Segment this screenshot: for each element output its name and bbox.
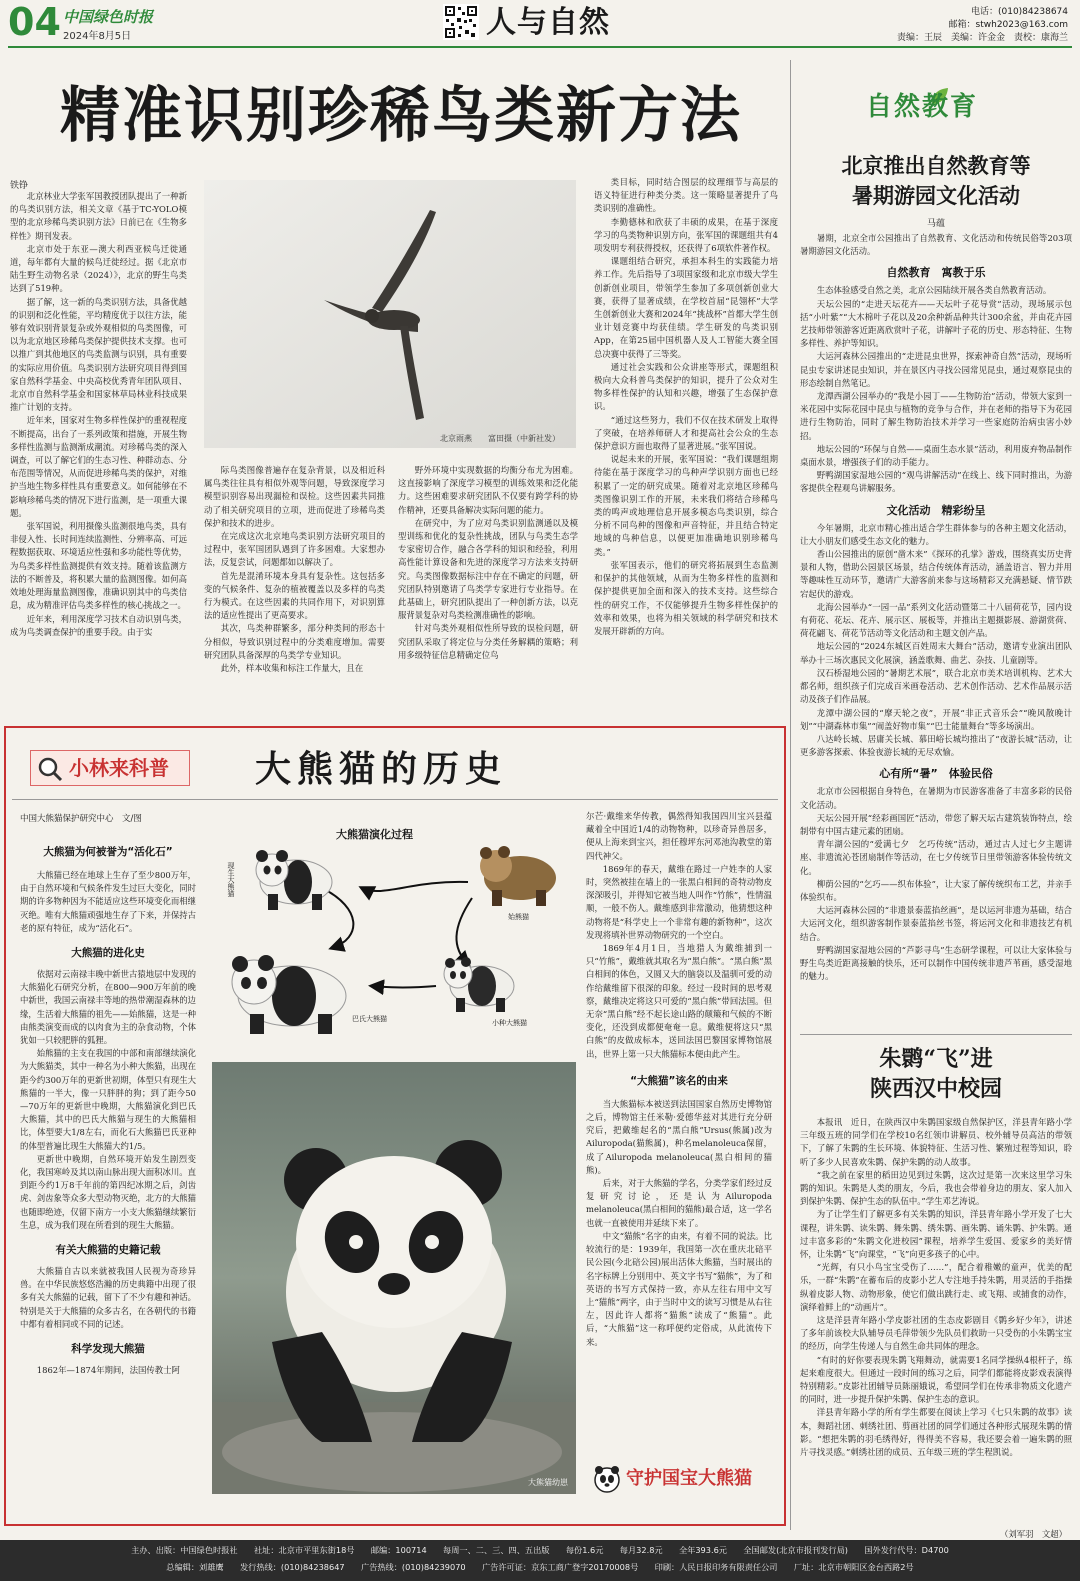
right-headline-line2: 暑期游园文化活动: [852, 183, 1020, 208]
right-paragraph: 龙潭西湖公园举办的“我是小园丁——生物防治”活动，带领大家到一米花园中实际花园中昆虫与植物的竞争与合作，并在老师的指导下为花园进行生物防治，同时了解生物防治技术并学习一些家庭防治病虫害小妙招。: [800, 391, 1072, 441]
lead-paragraph: 近年来，利用深度学习技术自动识别鸟类，成为鸟类调查保护的重要手段。由于实: [10, 613, 187, 637]
guard-panda-badge: [592, 1462, 772, 1498]
right-paragraph: 八达岭长城、居庸关长城、慕田峪长城均推出了“夜游长城”活动，让更多游客探索、体验夜游长城的无尽欢愉。: [800, 733, 1072, 758]
panda-paragraph: 中文“猫熊”名字的由来，有着不同的说法。比较流行的是：1939年，我国第一次在重庆北碚平民公园(今北碚公园)展出活体大熊猫，当时展出的名字标牌上分别用中、英文字书写“猫熊”，为了和英语的书写方式保持一致，亦从左往右用中文写上“猫熊”两字，由于当时中文的读写习惯是从右往左，因此许人都将“猫熊”读成了“熊猫”。此后，“大熊猫”这一称呼便约定俗成，从此流传下来。: [586, 1230, 772, 1347]
panda-text-block: [586, 810, 772, 1061]
panda-cub-photo: [212, 1062, 576, 1494]
lead-column-3: [398, 464, 578, 712]
lead-column-4: [594, 176, 778, 712]
right-paragraph: 地坛公园的“2024东城区百姓周末大舞台”活动，邀请专业演出团队举办十三场次惠民文化展演，涵盖歌舞、曲艺、杂技、儿童剧等。: [800, 641, 1072, 665]
evolution-diagram: [212, 818, 576, 1054]
panda-ancestor-icon: [474, 838, 564, 910]
right-paragraph: 今年暑期，北京市精心推出适合学生群体参与的各种主题文化活动，让大小朋友们感受生态文化的魅力。: [800, 522, 1072, 546]
lead-paragraph: 此外，样本收集和标注工作量大，且在: [220, 663, 364, 674]
right-headline-line1: 北京推出自然教育等: [841, 153, 1031, 178]
footer: [0, 1540, 1080, 1581]
panda-text-block: [20, 1265, 196, 1331]
right-paragraph: “有时的好你要表现朱鹮飞翔舞动，就需要1名同学操纵4根杆子，练起来难度很大。但通过一段时间的练习之后，同学们都能将皮影戏表演得特别精彩。”皮影社团辅导员陈丽娥说，希望同学们在传承非物质文化遗产的同时，进一步提升保护朱鹮、保护生态的意识。: [800, 1354, 1072, 1405]
guard-panda-badge-text: 守护国宝大熊猫: [626, 1468, 752, 1489]
panda-text-block: [20, 968, 196, 1232]
panda-modern-icon: [250, 842, 340, 914]
right-paragraph: 汉石桥湿地公园的“暑期艺术展”，联合北京市美术培训机构、艺术大都名师，组织孩子们完成百米画卷活动、艺术创作活动、艺术作品展示活动及孩子们作品展。: [800, 667, 1072, 705]
right-paragraph: “我之前在家里的稻田边见到过朱鹮，这次过是第一次来这里学习朱鹮的知识。朱鹮是人类的朋友，今后，我也会带着身边的朋友、家人加入到保护朱鹮、保护生态的队伍中。”学生邓艺涛说。: [800, 1169, 1072, 1207]
panda-text-block: [20, 1364, 196, 1377]
contact-phone: 电话：(010)84238674: [970, 7, 1068, 17]
right-paragraph: 龙潭中湖公园的“摩天轮之夜”，开展“非正式音乐会”“晚风散晚计划”“中湖森林市集”“闹盖好物市集”“巴士能量舞台”等多场演出。: [800, 707, 1072, 731]
column-logo-text: 小林来科普: [69, 756, 169, 780]
right-text-block: [800, 1116, 1072, 1459]
panda-subhead: 科学发现大熊猫: [71, 1343, 145, 1356]
right-paragraph: 大运河森林公园推出的“走进昆虫世界，探索神奇自然”活动，现场听昆虫专家讲述昆虫知识，并在景区内寻找公园常见昆虫，通过观察昆虫的形态绘制自然笔记。: [800, 351, 1072, 388]
panda-text-block: [586, 1098, 772, 1349]
editor-credits: 责编：王辰 美编：许金金 责校：康海兰: [896, 33, 1068, 43]
lead-paragraph: 李勤德林和欣获了丰硕的成果，在基于深度学习的鸟类物种识别方向，张军国的课题组共有4项发明专利获得授权，还获得了6项软件著作权。: [594, 216, 778, 254]
right-paragraph: 洋县青年路小学的所有学生都要在阅读上学习《七只朱鹮的故事》读本，舞蹈社团、刺绣社团、剪画社团的同学们通过各种形式展现朱鹮的情影。“想把朱鹮的羽毛绣得好，得得美不容易，我还要会着一遍朱鹮的照片寻找灵感。”刺绣社团的成员、五年级三班的学生程凯说。: [800, 1407, 1072, 1458]
evolution-diagram-title: 大熊猫演化过程: [336, 828, 413, 841]
right-subhead: 自然教育 寓教于乐: [886, 266, 986, 280]
footer-contacts-line: 总编辑：刘雄鹰 发行热线：(010)84238647 广告热线：(010)84239070 广告许可证：京东工商广登字20170008号 印刷：人民日报印务有限责任公司 厂址：北京市朝阳区金台西路2号: [166, 1562, 914, 1572]
panda-subhead: 有关大熊猫的史籍记载: [55, 1244, 161, 1257]
panda-paragraph: 1869年的春天，戴维在路过一户姓李的人家时，突然被挂在墙上的一张黑白相间的奇特动物皮深深吸引，并得知它被当地人叫作“竹熊”，性情温顺，一般不伤人。戴维感到非常激动，他猜想这种动物将是“科学史上一个非常有趣的新物种”，这次发现将填补世界动物研究的一个空白。: [586, 863, 772, 940]
right-article-body: [800, 232, 1072, 1030]
column-logo: [30, 750, 190, 786]
right-paragraph: 北海公园举办“一园一品”系列文化活动暨第二十八届荷花节，园内设有荷花、花坛、花卉、展示区、展板等，并推出主题摄影展、游湖赏荷、荷花翩飞、荷花节活动等文化活动和主题文创产品。: [800, 601, 1072, 639]
right-paragraph: 暑期，北京全市公园推出了自然教育、文化活动和传统民俗等203项暑期游园文化活动。: [800, 233, 1072, 257]
panda-paragraph: 当大熊猫标本被送到法国国家自然历史博物馆之后，博物馆主任米勒·爱德华兹对其进行充分研究后，把戴维起名的“黑白熊”Ursus(熊属)改为Ailuropoda(猫熊属)，种名melanoleuca保留，成了Ailuropoda melanoleuca(黑白相间的猫熊)。: [586, 1098, 772, 1175]
panda-paragraph: 依据对云南禄丰晚中新世古猿地层中发现的大熊猫化石研究分析，在800—900万年前的晚中新世，我国云南禄丰等地的热带潮湿森林的边缘，生活着大熊猫的祖先——始熊猫，这是一种由熊类演变而成的以肉食为主的杂食动物，个体犹如一只较肥胖的狐狸。: [20, 969, 196, 1046]
footer-publisher-line: 主办、出版：中国绿色时报社 社址：北京市平里东街18号 邮编：100714 每周一、二、三、四、五出版 每份1.6元 每月32.8元 全年393.6元 全国邮发(北京市报刊发行局) 国外发行代号：D4700: [131, 1545, 949, 1555]
right-paragraph: 北京市公园根据自身特色，在暑期为市民游客准备了丰富多彩的民俗文化活动。: [800, 786, 1072, 810]
right-subhead: 文化活动 精彩纷呈: [886, 503, 986, 517]
lead-paragraph: 据了解，这一新的鸟类识别方法，具备优越的识别和泛化性能，平均精度优于以往方法，能够有效识别背景复杂或外观相似的鸟类图像，可以为北京地区珍稀鸟类保护提供技术支撑。也可以推广到其他地区的鸟类监测与识别，具有重要的实际应用价值。鸟类识别方法研究项目得到国家自然科学基金、中央高校优秀青年团队项目、北京市自然科学基金和国家林草局林业科技成果推广计划的支持。: [10, 296, 187, 413]
lead-paragraph: 野外环境中实现数据的均衡分布尤为困难。这直接影响了深度学习模型的训练效果和泛化能力。这些困难要求研究团队不仅要有跨学科的协作精神，还要具备解决实际问题的能力。: [398, 465, 578, 515]
crested-ibis-headline-line1: 朱鹮“飞”进: [879, 1046, 993, 1072]
right-paragraph: 野鸭湖国家湿地公园的“观鸟讲解活动”在线上、线下同时推出，为游客提供全程观鸟讲解服务。: [800, 470, 1072, 494]
right-paragraph: 地坛公园的“环保与自然——桌面生态水景”活动，利用废弃物品制作桌面水景，增强孩子们的动手能力。: [800, 443, 1072, 468]
label-modern-panda: 现生大熊猫: [227, 862, 235, 897]
lead-paragraph: 近年来，国家对生物多样性保护的重视程度不断提高，出台了一系列政策和措施，开展生物多样性监测与监测渐成潮流。对珍稀鸟类的深入调查，可以了解它们的生态习性、种群动态、分布范围等情况，从而促进珍稀鸟类的保护，对维护当地生物多样性具有重要意义。如何能够在不影响珍稀鸟类的情况下进行监测，是一项重大课题。: [10, 415, 187, 518]
right-text-block: [800, 232, 1072, 258]
masthead: [0, 0, 1080, 46]
panda-subhead: “大熊猫”该名的由来: [630, 1074, 728, 1087]
panda-badge-icon: [592, 1464, 622, 1494]
right-paragraph: 柳荫公园的“乞巧——织布体验”，让大家了解传统织布工艺，并亲手体验织布。: [800, 878, 1072, 902]
crested-ibis-credit: （刘军羽 文超）: [1000, 1529, 1067, 1539]
right-paragraph: 野鸭湖国家湿地公园的“芦影寻鸟”生态研学课程，可以让大家体验与野生鸟类近距离接触的快乐，还可以制作中国传统非遗芦苇画，感受湿地的魅力。: [800, 944, 1072, 982]
qr-code-icon: [443, 4, 479, 40]
right-paragraph: 为了让学生们了解更多有关朱鹮的知识，洋县青年路小学开发了七大课程，讲朱鹮、读朱鹮、舞朱鹮、绣朱鹮、画朱鹮、诵朱鹮、护朱鹮。通过丰富多彩的“朱鹮文化进校园”课程，培养学生爱国、爱家乡的美好情怀，让朱鹮“飞”向课堂，“飞”向更多孩子的心中。: [800, 1209, 1072, 1260]
panda-text-block: [20, 869, 196, 935]
lead-byline: 铁铮: [10, 181, 29, 191]
page-number: 04: [8, 0, 61, 44]
nature-education-banner-text: 自然教育: [866, 92, 979, 122]
panda-baconi-icon: [222, 948, 352, 1038]
issue-date: 2024年8月5日: [63, 31, 132, 42]
swift-photo: [204, 180, 576, 448]
panda-small-species-icon: [438, 950, 522, 1016]
label-baconi: 巴氏大熊猫: [352, 1015, 387, 1023]
lead-column-2: [204, 464, 385, 712]
label-small-panda: 小种大熊猫: [492, 1019, 527, 1027]
crested-ibis-headline-line2: 陕西汉中校园: [869, 1076, 1002, 1102]
right-paragraph: 本报讯 近日，在陕西汉中朱鹮国家级自然保护区，洋县青年路小学三年级五班的同学们在学校10名红领巾讲解员、校外辅导员高洁的带领下，了解了朱鹮的生长环境、体貌特征、生活习性、繁殖过程等知识，聆听了多少人民喜欢朱鹮、保护朱鹮的动人故事。: [800, 1117, 1072, 1167]
panda-left-column: [20, 838, 196, 1510]
label-ailurarctos: 始熊猫: [508, 913, 529, 921]
right-text-block: [800, 284, 1072, 495]
right-paragraph: 生态体验感受自然之美，北京公园陆续开展各类自然教育活动。: [816, 285, 1052, 296]
panda-byline: 中国大熊猫保护研究中心 文/图: [20, 814, 142, 824]
section-title: 人与自然: [486, 5, 610, 40]
lead-paragraph: 在研究中，为了应对鸟类识别监测通以及模型训练和优化的复杂性挑战，团队与鸟类生态学专家密切合作，融合各学科的知识和经验，利用高性能计算设备和先进的深度学习方法来支持研究。鸟类图像数据标注中存在不确定的问题，研究团队特别邀请了鸟类学专家进行专业指导。在此基础上，研究团队提出了一种创新方法，以克服背景复杂对鸟类检测准确性的影响。: [398, 517, 578, 621]
right-text-block: [800, 785, 1072, 983]
right-byline: 马蕴: [926, 219, 945, 229]
right-subhead: 心有所“暑” 体验民俗: [879, 767, 993, 781]
panda-paragraph: 大熊猫自古以来就被我国人民视为奇珍异兽。在中华民族悠悠浩瀚的历史典籍中出现了很多有关大熊猫的记载，留下了不少有趣和神话。特别是关于大熊猫的众多古名，在各朝代的书籍中都有着相同或不同的记述。: [20, 1266, 196, 1329]
swift-photo-caption: 北京雨燕 富田摄（中新社发）: [440, 434, 560, 443]
panda-headline: 大熊猫的历史: [255, 748, 508, 790]
lead-paragraph: 北京林业大学张军国教授团队提出了一种新的鸟类识别方法，相关文章《基于TC-YOLO模型的北京珍稀鸟类识别方法》日前已在《生物多样性》期刊发表。: [10, 191, 187, 241]
masthead-rule: [8, 46, 1072, 48]
right-paragraph: 大运河森林公园的“非遗景泰蓝掐丝画”，是以运河非遗为基础，结合大运河文化，组织游客制作景泰蓝掐丝书签，将运河文化和非遗技艺有机结合。: [800, 905, 1072, 942]
crested-ibis-article: [800, 1116, 1072, 1528]
paper-name: 中国绿色时报: [63, 8, 154, 26]
panda-right-column: [586, 810, 772, 1460]
lead-paragraph: 通过社会实践和公众讲座等形式，课题组积极向大众科普鸟类保护的知识，提升了公众对生物多样性保护的认知和兴趣，增强了生态保护意识。: [594, 361, 778, 412]
panda-head-rule: [12, 799, 778, 800]
lead-paragraph: 张军国表示，他们的研究将拓展到生态监测和保护的其他领域，从而为生物多样性的监测和保护提供更加全面和深入的技术支持。这些综合性的研究工作，不仅能够提升生物多样性保护的效率和效果，也将为相关领域的科学研究和技术发展开辟新的方向。: [594, 559, 778, 636]
lead-paragraph: 针对鸟类外观相似性所导致的误检问题，研究团队采取了将定位与分类任务解耦的策略；利用多级特征信息精确定位鸟: [398, 623, 578, 660]
panda-paragraph: 大熊猫已经在地球上生存了至少800万年，由于自然环境和气候条件发生过巨大变化，同时期的许多物种因为不能适应这些环境变化而相继灭绝。唯有大熊猫顽强地生存了下来，并保持古老的原有特征，成为“活化石”。: [20, 870, 196, 933]
panda-subhead: 大熊猫的进化史: [71, 947, 145, 960]
right-text-block: [800, 522, 1072, 760]
lead-headline: 精准识别珍稀鸟类新方法: [60, 81, 742, 151]
lead-paragraph: 际鸟类图像普遍存在复杂背景，以及相近科属鸟类往往具有相似外观等问题，导致深度学习模型识别容易出现漏检和误检。这些因素共同推动了相关研究项目的立项，进而促进了珍稀鸟类保护和技术的进步。: [204, 465, 385, 528]
lead-paragraph: 类目标，同时结合图层的纹理细节与高层的语义特征进行种类分类。这一策略显著提升了鸟类识别的准确性。: [594, 177, 778, 214]
lead-paragraph: “通过这些努力，我们不仅在技术研发上取得了突破，在培养师研人才和提高社会公众的生态保护意识方面也取得了显著进展。”张军国说。: [594, 414, 778, 452]
panda-paragraph: 始熊猫的主支在我国的中部和南部继续演化为大熊猫类，其中一种名为小种大熊猫，出现在距今约300万年的更新世初期，体型只有现生大熊猫的一半大，像一只胖胖的狗；到了距今50—70万年的更新世中晚期，大熊猫演化到巴氏大熊猫，其中的巴氏大熊猫与现生的大熊猫相比，体型要大1/8左右，而化石大熊猫巴氏亚种的体型普遍比现生大熊猫大约1/5。: [20, 1048, 196, 1151]
right-paragraph: 天坛公园开展“经彩画国匠”活动，带您了解天坛古建筑装饰特点，绘制带有中国古建元素的团扇。: [800, 812, 1072, 836]
nature-education-banner: [862, 86, 1002, 126]
right-paragraph: 这是洋县青年路小学皮影社团的生态皮影剧目《鹮乡好少年》，讲述了多年前该校大队辅导员毛萍带领少先队员们救助一只受伤的小朱鹮宝宝的经历，向学生传递人与自然生命共同体的理念。: [800, 1315, 1072, 1352]
lead-paragraph: 张军国说，利用摄像头监测很地鸟类，具有非侵入性、长时间连续监测性、分辨率高、可远程数据获取、环境适应性强和多功能性等优势，为鸟类多样性监测提供有效支持。随着该监测方法的不断普及，将积累大量的监测图像。如何高效地处理海量监测图像，准确识别其中的鸟类信息，成为精准评估鸟类多样性的核心挑战之一。: [10, 521, 187, 611]
magnifier-icon: [37, 756, 63, 782]
lead-paragraph: 首先是混淆环境本身具有复杂性。这包括多变的气候条件、复杂的植被覆盖以及多样的鸟类行为模式。在这些因素的共同作用下，对识别算法的适应性提出了更高要求。: [204, 570, 385, 621]
lead-paragraph: 北京市处于东亚—澳大利西亚候鸟迁徙通道，每年都有大量的候鸟迁徙经过。据《北京市陆生野生动物名录（2024）》，北京的野生鸟类达到了519种。: [10, 243, 187, 294]
panda-subhead: 大熊猫为何被誉为“活化石”: [43, 846, 173, 858]
right-paragraph: 香山公园推出的原创“凿木来”《探环的孔掌》游戏，围绕真实历史背景和人物，借助公园景区场景，结合传统体育活动，涵盖语言、智力并用等趣味性互动环节，邀请广大游客前来参与这场精彩又充满悬疑、情节跌宕起伏的游戏。: [800, 549, 1072, 599]
contact-email: 邮箱：stwh2023@163.com: [948, 20, 1068, 30]
right-section-rule: [800, 1034, 1072, 1035]
panda-paragraph: 更新世中晚期，自然环境开始发生剧烈变化，我国寒岭及其以南山脉出现大面积冰川。直到距今约1万8千年前的第四纪冰期之后，剑齿虎、剑齿象等众多大型动物灭绝，北方的大熊猫也随即绝迹，仅留下南方一小支大熊猫继续繁衍生息，成为我们现在所看到的现生大熊猫。: [20, 1153, 196, 1230]
panda-paragraph: 后来，对于大熊猫的学名，分类学家们经过反复研究讨论，还是认为Ailuropoda melanoleuca(黑白相间的猫熊)最合适，这一学名也就一直被使用并延续下来了。: [586, 1178, 772, 1228]
lead-paragraph: 课题组结合研究，承担本科生的实践能力培养工作。先后指导了3项国家级和北京市级大学生创新创业项目，带领学生参加了多项创新创业大赛，获得了显著成绩，在学校首届“昆翎杯”大学生创新创业大赛和2024年“挑战杯”首都大学生创业计划竞赛中均获佳绩。学生研发的鸟类识别App，在第25届中国机器人及人工智能大赛全国总决赛中获得了三等奖。: [594, 256, 778, 359]
panda-cub-photo-caption: 大熊猫幼崽: [528, 1478, 568, 1487]
right-paragraph: 青年湖公园的“爱满七夕 乞巧传统”活动，通过古人过七夕主题讲座、非遗流沁苍团扇制作等活动，在七夕传统节日里带领游客体验传统文化。: [800, 839, 1072, 876]
right-column-divider: [790, 60, 791, 1530]
panda-paragraph: 1862年—1874年期间，法国传教士阿: [36, 1365, 180, 1376]
lead-paragraph: 说起未来的开展，张军国说：“我们课题组期待能在基于深度学习的鸟种声学识别方面也已经积累了一定的研究成果。随着对北京地区珍稀鸟类图像识别工作的开展，未来我们将结合珍稀鸟类的鸣声或地理信息开展多模态鸟类识别，综合分析不同鸟种的图像和声音特征，并且结合特定地域的鸟种信息，以便更加准确地识别珍稀鸟类。”: [594, 454, 778, 557]
lead-column-1: [10, 190, 187, 710]
panda-paragraph: 1869年4月1日，当地猎人为戴维捕到一只“竹熊”，戴维就其取名为“黑白熊”。“黑白熊”黑白相间的体色，又圆又大的脑袋以及温驯可爱的动作给戴维留下很深的印象。经过一段时间的思考观察，戴维决定将这只可爱的“黑白熊”带回法国。但无奈“黑白熊”经不起长途山路的颠簸和气候的不断变化，还没到成都便奄奄一息。戴维便将这只“黑白熊”的皮做成标本，送回法国巴黎国家博物馆展出，世界上第一只大熊猫标本便由此产生。: [586, 943, 772, 1059]
lead-paragraph: 其次，鸟类种群繁多，部分种类间的形态十分相似，导致识别过程中的分类难度增加。需要研究团队具备深厚的鸟类学专业知识。: [204, 623, 385, 660]
lead-paragraph: 在完成这次北京地鸟类识别方法研究项目的过程中，张军国团队遇到了许多困难。大家想办法，反复尝试，问题都如以解决了。: [204, 531, 385, 568]
right-paragraph: 天坛公园的“走进天坛花卉——天坛叶子花导赏”活动，现场展示包括“小叶紫”“大木棉叶子花以及20余种新品种共计300余盆，并由花卉园艺技师带领游客近距离欣赏叶子花，讲解叶子花的历史、形态特征、生物多样性、养护等知识。: [800, 298, 1072, 349]
right-paragraph: “光辉，有只小鸟宝宝受伤了……”，配合着稚嫩的童声，优美的配乐，一群“朱鹮”在蓄布后的皮影小艺人专注地手持朱鹮，用灵活的手指操纵着皮影人物、动物形象，使它们做出跳行走、或飞翔、或捕食的动作，演绎着鲜上的“动画片”。: [800, 1262, 1072, 1312]
panda-paragraph: 尔芒·戴维来华传教，偶然得知我国四川宝兴县蕴藏着全中国近1/4的动物物种，以珍奇异兽居多，便从上海来到宝兴，担任穆坪东河邓池沟教堂的第四代神父。: [586, 811, 772, 861]
